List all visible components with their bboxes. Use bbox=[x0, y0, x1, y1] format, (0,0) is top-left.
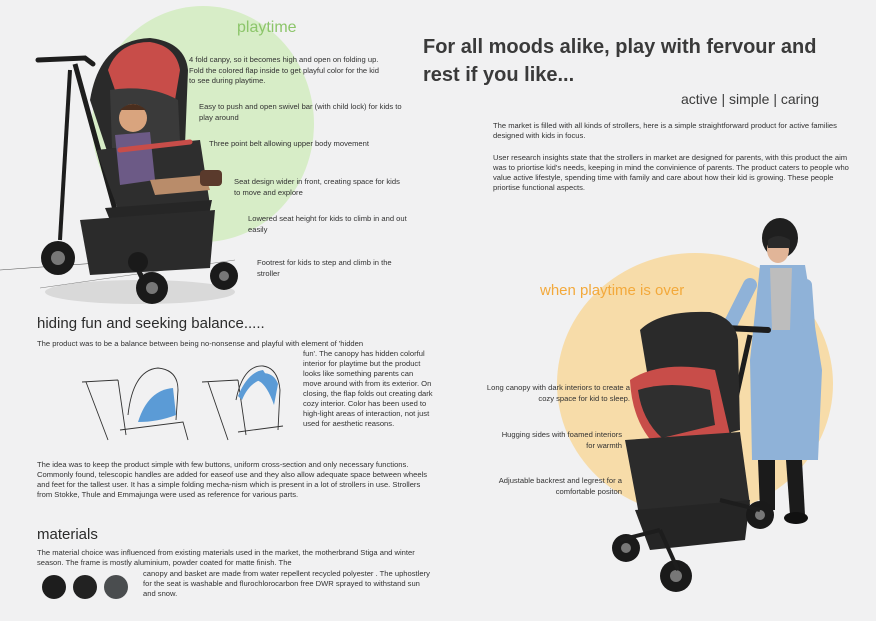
playtime-over-heading: when playtime is over bbox=[540, 282, 685, 299]
material-swatch-2 bbox=[73, 575, 97, 599]
feature-seat-design: Seat design wider in front, creating space for kids to move and explore bbox=[234, 177, 400, 197]
materials-paragraph-2: canopy and basket are made from water repellent recycled polyester . The uphostlery for the seat is washable and flurochlorocarbon free DWR sprayed to withstand sun and snow. bbox=[143, 569, 430, 598]
hiding-heading: hiding fun and seeking balance..... bbox=[37, 315, 265, 332]
intro-paragraph-2: User research insights state that the strollers in market are designed for parents, with this product the aim was to priortise kid's needs, keeping in mind the convinience of parents. The product caters to people who value active lifestyle, spending time with family and care about how their kid is growing. These people priortise functional aspects. bbox=[493, 153, 849, 192]
feature-long-canopy: Long canopy with dark interiors to create a cozy space for kid to sleep. bbox=[486, 383, 630, 403]
material-swatch-3 bbox=[104, 575, 128, 599]
feature-seat-height: Lowered seat height for kids to climb in and out easily bbox=[248, 214, 407, 234]
spread-title: For all moods alike, play with fervour and rest if you like... bbox=[423, 36, 817, 86]
feature-adjustable-backrest: Adjustable backrest and legrest for a comfortable positon bbox=[498, 476, 622, 496]
parent-with-stroller-illustration bbox=[600, 210, 840, 610]
feature-belt: Three point belt allowing upper body movement bbox=[209, 139, 369, 148]
feature-hugging-sides: Hugging sides with foamed interiors for warmth bbox=[501, 430, 622, 450]
hiding-paragraph-2: The idea was to keep the product simple with few buttons, uniform cross-section and only necessary functions. Commonly found, telescopic handles are added for easeof use and they also allow adequate space between wheels and feet for the tallest user. It has a simple folding mecha-nism which is present in a lot of strollers in use. Strollers from Stokke, Thule and Emmajunga were used as reference for various parts. bbox=[37, 460, 428, 499]
feature-footrest: Footrest for kids to step and climb in the stroller bbox=[257, 258, 392, 278]
hiding-intro: The product was to be a balance between being no-nonsense and playful with element of 'hidden bbox=[37, 339, 364, 348]
feature-swivel-bar: Easy to push and open swivel bar (with child lock) for kids to play around bbox=[199, 102, 402, 122]
playtime-heading: playtime bbox=[237, 19, 297, 36]
spread-subtitle: active | simple | caring bbox=[681, 91, 819, 107]
intro-paragraph-1: The market is filled with all kinds of strollers, here is a simple straightforward product for active families designed with kids in focus. bbox=[493, 121, 837, 140]
materials-heading: materials bbox=[37, 526, 98, 543]
material-swatch-1 bbox=[42, 575, 66, 599]
hiding-side-text: fun'. The canopy has hidden colorful interior for playtime but the product looks like something parents can move around with from its exterior. On closing, the flap folds out creating dark cozy interior. Color has been used to high-light areas of interaction, not just used for aesthetic reasons. bbox=[303, 349, 433, 428]
materials-paragraph-1: The material choice was influenced from existing materials used in the market, the motherbrand Stiga and winter season. The frame is mostly aluminium, powder coated for matte finish. The bbox=[37, 548, 415, 567]
feature-canopy: 4 fold canpy, so it becomes high and open on folding up. Fold the colored flap inside to get playful color for the kid to see during playtime. bbox=[189, 55, 379, 85]
canopy-sketches bbox=[78, 360, 288, 445]
